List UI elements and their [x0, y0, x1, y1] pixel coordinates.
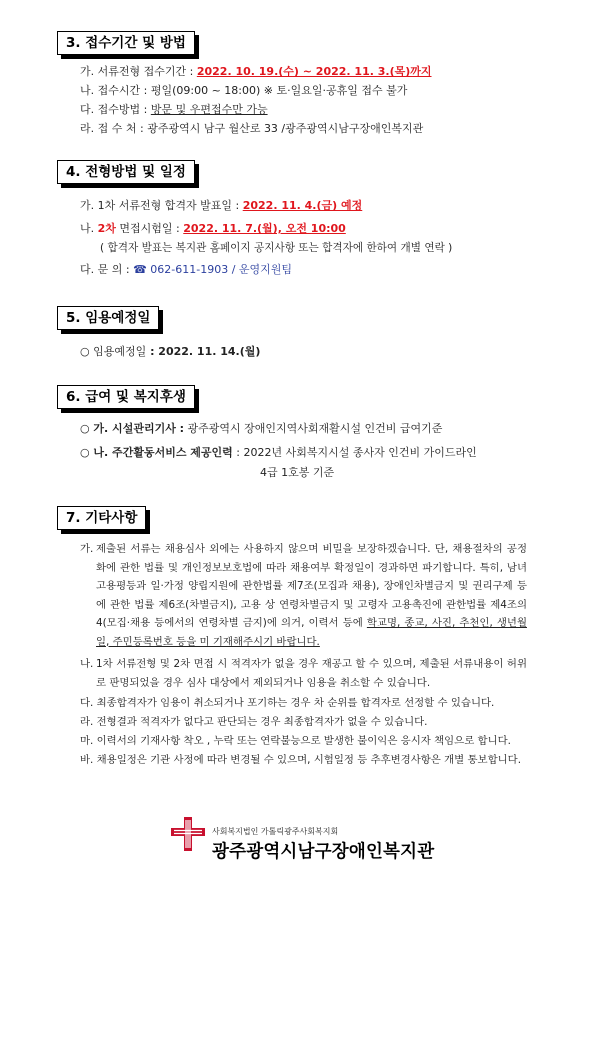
section-3-period [80, 64, 432, 80]
logo-subtitle: 사회복지법인 가톨릭광주사회복지회 [212, 827, 339, 836]
notice-na-text: 1차 서류전형 및 2차 면접 시 적격자가 없을 경우 재공고 할 수 있으며, 제출된 서류내용이 허위로 판명되었을 경우 심사 대상에서 제외되거나 임용을 취소할 수 있습니다. [96, 658, 527, 689]
section-3-heading: 3. 접수기간 및 방법 [57, 31, 195, 55]
appointment-label: ○ 임용예정일 [80, 345, 147, 358]
notice-item-da: 다. 최종합격자가 임용이 취소되거나 포기하는 경우 차 순위를 합격자로 선정할 수 있습니다. [80, 697, 495, 709]
interview-label-prefix: 나. [80, 222, 98, 235]
organization-logo [170, 816, 460, 866]
announce-value: 2022. 11. 4.(금) 예정 [242, 199, 363, 212]
interview-round: 2차 [97, 222, 116, 235]
section-4-announce [80, 198, 362, 214]
notice-item-ra: 라. 전형결과 적격자가 없다고 판단되는 경우 최종합격자가 없을 수 있습니다. [80, 716, 428, 728]
section-4-note: ( 합격자 발표는 복지관 홈페이지 공지사항 또는 합격자에 한하여 개별 연락 ) [100, 242, 453, 254]
salary-item-2-value: : 2022년 사회복지시설 종사자 인건비 가이드라인 [232, 446, 477, 459]
method-label: 다. 접수방법 : [80, 103, 148, 116]
section-6-heading: 6. 급여 및 복지후생 [57, 385, 195, 409]
section-6-item-2 [80, 445, 477, 461]
appointment-value: : 2022. 11. 14.(월) [146, 345, 261, 358]
announce-label: 가. 1차 서류전형 합격자 발표일 : [80, 199, 240, 212]
section-6-item-1 [80, 421, 442, 437]
section-5-heading: 5. 임용예정일 [57, 306, 159, 330]
notice-item-ba: 바. 채용일정은 기관 사정에 따라 변경될 수 있으며, 시험일정 등 추후변경사항은 개별 통보합니다. [80, 754, 521, 766]
interview-label: 면접시험일 : [115, 222, 180, 235]
salary-item-1-label: ○ 가. 시설관리기사 : [80, 422, 185, 435]
notice-item-ma: 마. 이력서의 기재사항 착오 , 누락 또는 연락불능으로 발생한 불이익은 응시자 책임으로 합니다. [80, 735, 511, 747]
period-value: 2022. 10. 19.(수) ~ 2022. 11. 3.(목)까지 [196, 65, 432, 78]
notice-ga-text-underlined: 학교명, 종교, 사진, 추천인, 생년월일, 주민등록번호 등을 미 기재해주시기 바랍니다. [96, 617, 527, 648]
section-3-hours [80, 83, 407, 99]
contact-phone: ☎ 062-611-1903 / 운영지원팀 [133, 263, 293, 276]
hours-label: 나. 접수시간 : [80, 84, 148, 97]
section-4-heading: 4. 전형방법 및 일정 [57, 160, 195, 184]
notice-item-ga [80, 540, 527, 651]
interview-value: 2022. 11. 7.(월), 오전 10:00 [183, 222, 346, 235]
notice-item-na [80, 655, 527, 692]
section-6-item-2-cont: 4급 1호봉 기준 [260, 466, 335, 479]
section-4-contact [80, 262, 292, 278]
period-label: 가. 서류전형 접수기간 : [80, 65, 194, 78]
notice-na-label: 나. [80, 658, 94, 670]
section-4-interview [80, 221, 346, 237]
contact-label: 다. 문 의 : [80, 263, 130, 276]
section-3-method [80, 102, 268, 118]
section-7-heading: 7. 기타사항 [57, 506, 146, 530]
logo-name: 광주광역시남구장애인복지관 [212, 842, 435, 862]
notice-ga-text [96, 540, 527, 651]
notice-ga-label: 가. [80, 543, 94, 555]
salary-item-1-value: 광주광역시 장애인지역사회재활시설 인건비 급여기준 [184, 422, 443, 435]
cross-emblem-icon [170, 816, 206, 852]
salary-item-2-label: ○ 나. 주간활동서비스 제공인력 [80, 446, 233, 459]
section-5-date [80, 344, 260, 360]
method-value: 방문 및 우편접수만 가능 [150, 103, 268, 116]
hours-value: 평일(09:00 ~ 18:00) ※ 토·일요일·공휴일 접수 불가 [150, 84, 408, 97]
section-3-place: 라. 접 수 처 : 광주광역시 남구 월산로 33 /광주광역시남구장애인복지관 [80, 122, 424, 135]
notice-ga-text-main: 제출된 서류는 채용심사 외에는 사용하지 않으며 비밀을 보장하겠습니다. 단, 채용절차의 공정화에 관한 법률 및 개인정보보호법에 따라 채용여부 확정일이 경과하면 파기합니다. 특히, 남녀고용평등과 일·가정 양립지원에 관한법률 제7조(모집과 채용), 장애인차별금지 및 권리구제 등에 관한 법률 제6조(차별금지), 고용 상 연령차별금지 및 고령자 고용촉진에 관한법률 제4조의4(모집·채용 등에서의 연령차별 금지)에 의거, 이력서 등에 [96, 543, 527, 629]
